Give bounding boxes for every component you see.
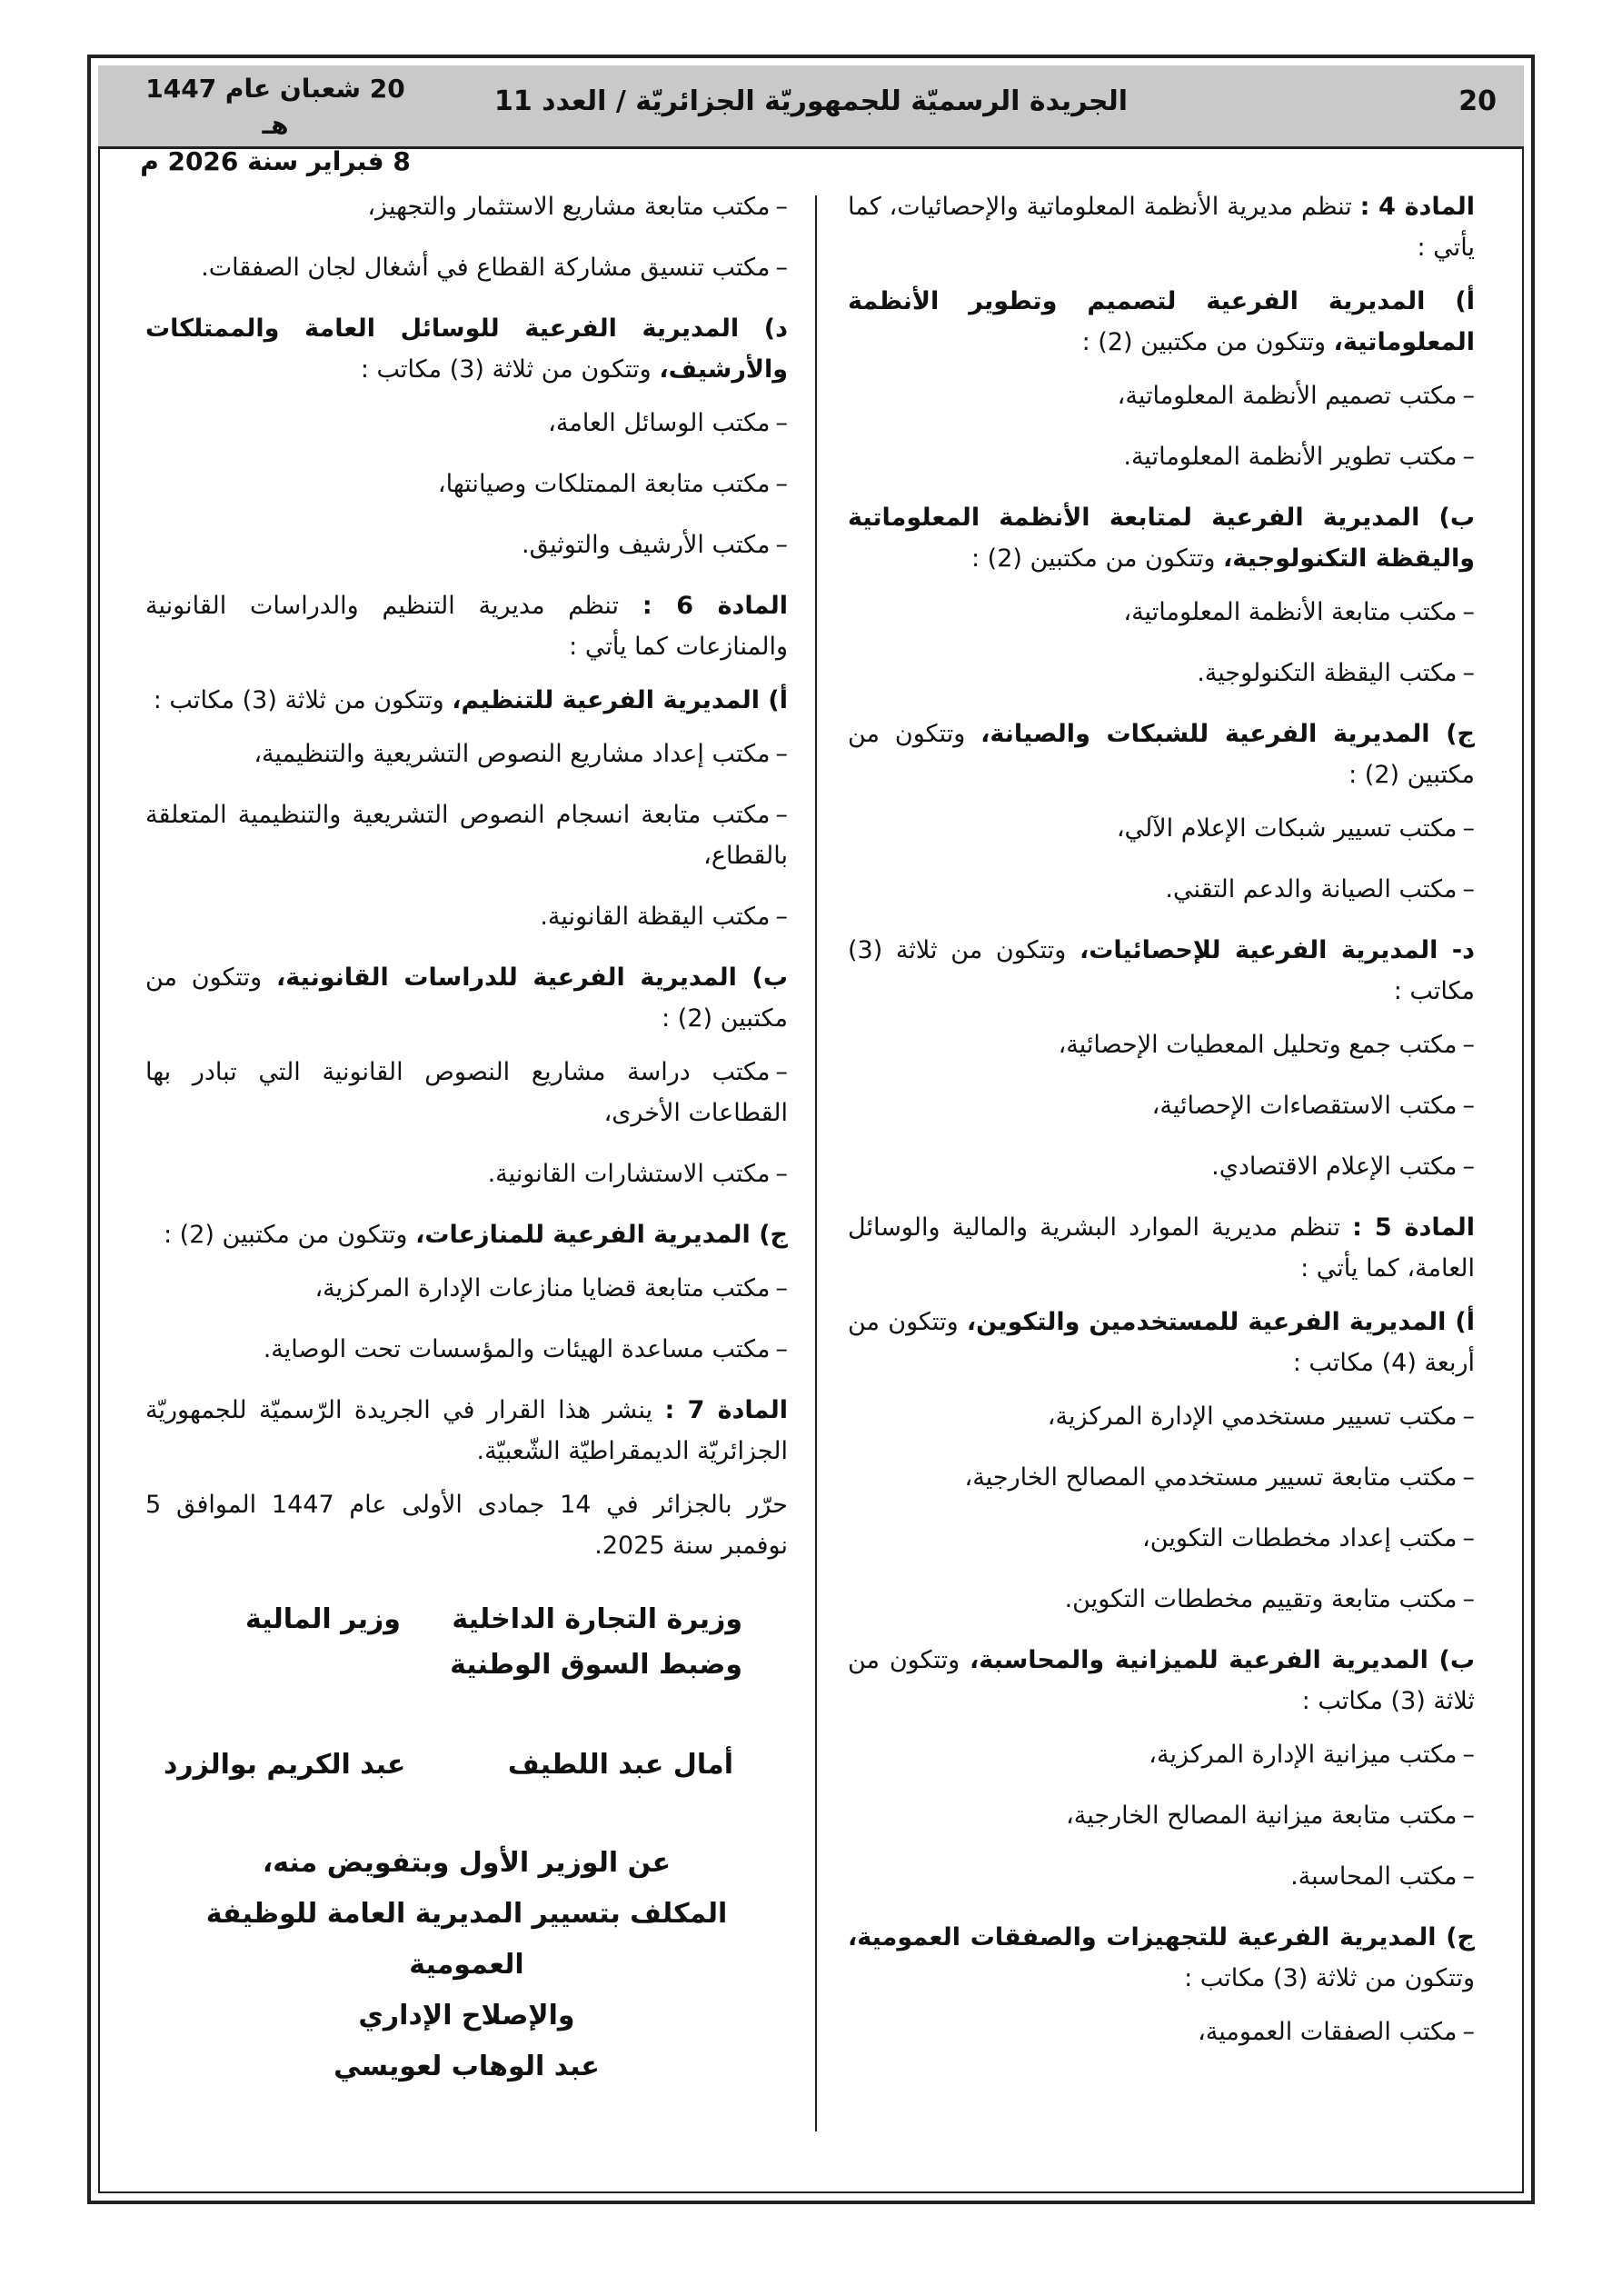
list-item: –مكتب اليقظة التكنولوجية.	[1197, 659, 1475, 687]
right-column	[848, 186, 1475, 2072]
article-7: المادة 7 : ينشر هذا القرار في الجريدة الرّسميّة للجمهوريّة الجزائريّة الديمقراطيّة الشّعبيّة.	[145, 1396, 788, 1465]
subdirectorate-j: ب) المديرية الفرعية للدراسات القانونية، وتتكون من مكتبين (2) :	[145, 963, 788, 1033]
article-5: المادة 5 : تنظم مديرية الموارد البشرية والمالية والوسائل العامة، كما يأتي :	[848, 1213, 1475, 1283]
done-at: حرّر بالجزائر في 14 جمادى الأولى عام 1447 الموافق 5 نوفمبر سنة 2025.	[145, 1491, 788, 1560]
minister1-name: أمال عبد اللطيف	[507, 1749, 733, 1781]
list-item: –مكتب إعداد مخططات التكوين،	[1142, 1524, 1475, 1552]
list-item: –مكتب تسيير شبكات الإعلام الآلي،	[1116, 814, 1475, 843]
list-item: –مكتب متابعة وتقييم مخططات التكوين.	[1064, 1585, 1475, 1613]
list-item: –مكتب إعداد مشاريع النصوص التشريعية والتنظيمية،	[254, 740, 788, 768]
list-item: –مكتب جمع وتحليل المعطيات الإحصائية،	[1058, 1031, 1475, 1059]
minister-names	[145, 1742, 788, 1788]
page-number: 20	[1458, 85, 1497, 117]
subdirectorate-f: ب) المديرية الفرعية للميزانية والمحاسبة، وتتكون من ثلاثة (3) مكاتب :	[848, 1646, 1475, 1715]
subdirectorate-b: ب) المديرية الفرعية لمتابعة الأنظمة المعلوماتية واليقظة التكنولوجية، وتتكون من مكتبين (2) :	[848, 504, 1475, 573]
list-item: –مكتب متابعة قضايا منازعات الإدارة المركزية،	[314, 1274, 788, 1303]
page-header	[98, 65, 1524, 176]
article-4: المادة 4 : تنظم مديرية الأنظمة المعلوماتية والإحصائيات، كما يأتي :	[848, 193, 1476, 262]
list-item: –مكتب الوسائل العامة،	[548, 409, 788, 437]
list-item: –مكتب تصميم الأنظمة المعلوماتية،	[1117, 382, 1475, 410]
list-item: –مكتب الإعلام الاقتصادي.	[1211, 1153, 1475, 1181]
subdirectorate-h: د) المديرية الفرعية للوسائل العامة والممتلكات والأرشيف، وتتكون من ثلاثة (3) مكاتب :	[145, 314, 788, 384]
column-divider	[815, 195, 817, 2131]
list-item: –مكتب متابعة الممتلكات وصيانتها،	[437, 470, 788, 498]
hijri-date: 20 شعبان عام 1447 هـ	[145, 74, 405, 140]
minister-titles	[145, 1597, 788, 1688]
delegation-name: عبد الوهاب لعويسي	[333, 2051, 600, 2082]
list-item: –مكتب الصفقات العمومية،	[1198, 2018, 1475, 2046]
subdirectorate-k: ج) المديرية الفرعية للمنازعات، وتتكون من مكتبين (2) :	[164, 1221, 788, 1249]
list-item: –مكتب تطوير الأنظمة المعلوماتية.	[1123, 443, 1475, 471]
minister2-title: وزير المالية	[245, 1603, 401, 1635]
subdirectorate-c: ج) المديرية الفرعية للشبكات والصيانة، وتتكون من مكتبين (2) :	[848, 720, 1475, 789]
list-item: –مكتب تسيير مستخدمي الإدارة المركزية،	[1047, 1403, 1475, 1431]
list-item: –مكتب متابعة انسجام النصوص التشريعية والتنظيمية المتعلقة بالقطاع،	[145, 801, 788, 870]
list-item: –مكتب الصيانة والدعم التقني.	[1165, 875, 1475, 903]
list-item: –مكتب الأرشيف والتوثيق.	[522, 531, 788, 559]
subdirectorate-g: ج) المديرية الفرعية للتجهيزات والصفقات العمومية، وتتكون من ثلاثة (3) مكاتب :	[848, 1923, 1475, 1992]
gregorian-date: 8 فبراير سنة 2026 م	[140, 146, 411, 176]
subdirectorate-i: أ) المديرية الفرعية للتنظيم، وتتكون من ثلاثة (3) مكاتب :	[153, 686, 788, 714]
delegation-block	[145, 1838, 788, 2092]
list-item: –مكتب اليقظة القانونية.	[540, 903, 788, 931]
list-item: –مكتب الاستشارات القانونية.	[487, 1160, 788, 1188]
list-item: –مكتب المحاسبة.	[1290, 1862, 1475, 1891]
delegation-title-2: والإصلاح الإداري	[358, 2000, 575, 2031]
list-item: –مكتب مساعدة الهيئات والمؤسسات تحت الوصاية.	[263, 1335, 788, 1363]
article-6: المادة 6 : تنظم مديرية التنظيم والدراسات القانونية والمنازعات كما يأتي :	[145, 592, 788, 661]
list-item: –مكتب دراسة مشاريع النصوص القانونية التي تبادر بها القطاعات الأخرى،	[145, 1058, 788, 1127]
subdirectorate-a: أ) المديرية الفرعية لتصميم وتطوير الأنظمة المعلوماتية، وتتكون من مكتبين (2) :	[848, 287, 1475, 356]
list-item: –مكتب ميزانية الإدارة المركزية،	[1149, 1741, 1475, 1769]
minister2-name: عبد الكريم بوالزرد	[164, 1749, 406, 1781]
minister1-title: وزيرة التجارة الداخلية	[452, 1603, 742, 1635]
journal-title: الجريدة الرسميّة للجمهوريّة الجزائريّة / العدد 11	[493, 85, 1129, 117]
list-item: –مكتب متابعة ميزانية المصالح الخارجية،	[1066, 1802, 1475, 1830]
subdirectorate-d: د- المديرية الفرعية للإحصائيات، وتتكون من ثلاثة (3) مكاتب :	[848, 936, 1475, 1005]
list-item: –مكتب متابعة مشاريع الاستثمار والتجهيز،	[367, 193, 788, 221]
left-column	[145, 186, 788, 2092]
issue-date	[134, 71, 416, 180]
minister1-title-2: وضبط السوق الوطنية	[450, 1649, 742, 1681]
delegation-title: المكلف بتسيير المديرية العامة للوظيفة العمومية	[205, 1898, 728, 1981]
list-item: –مكتب الاستقصاءات الإحصائية،	[1151, 1092, 1475, 1120]
delegation-line: عن الوزير الأول وبتفويض منه،	[262, 1847, 672, 1879]
list-item: –مكتب متابعة الأنظمة المعلوماتية،	[1123, 598, 1475, 626]
subdirectorate-e: أ) المديرية الفرعية للمستخدمين والتكوين، وتتكون من أربعة (4) مكاتب :	[848, 1308, 1475, 1377]
list-item: –مكتب متابعة تسيير مستخدمي المصالح الخارجية،	[964, 1463, 1475, 1492]
list-item: –مكتب تنسيق مشاركة القطاع في أشغال لجان الصفقات.	[201, 254, 788, 282]
